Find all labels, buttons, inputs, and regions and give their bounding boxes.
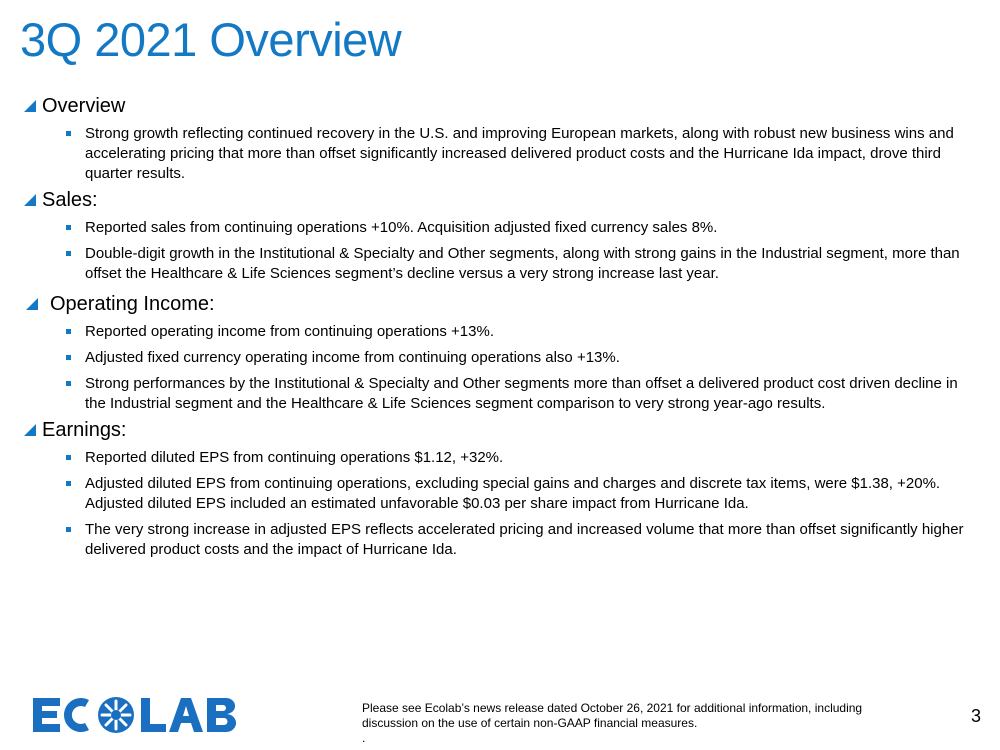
square-bullet-icon <box>66 455 71 460</box>
bullet-text: Reported sales from continuing operations +10%. Acquisition adjusted fixed currency sales 8%. <box>85 219 718 236</box>
bullet-item <box>66 448 974 468</box>
triangle-icon <box>24 100 36 112</box>
bullet-item <box>66 124 974 184</box>
triangle-icon <box>24 424 36 436</box>
bullet-item <box>66 322 974 342</box>
slide-body <box>24 94 974 560</box>
footnote <box>362 701 902 746</box>
square-bullet-icon <box>66 131 71 136</box>
footnote-text: Please see Ecolab’s news release dated October 26, 2021 for additional information, including discussion on the use of certain non-GAAP financial measures. <box>362 701 863 730</box>
bullet-item <box>66 218 974 238</box>
square-bullet-icon <box>66 355 71 360</box>
bullet-text: The very strong increase in adjusted EPS reflects accelerated pricing and increased volume that more than offset significantly higher delivered product costs and the impact of Hurricane Ida. <box>85 521 964 558</box>
bullet-text: Double-digit growth in the Institutional & Specialty and Other segments, along with strong gains in the Industrial segment, more than offset the Healthcare & Life Sciences segment’s decline versus a very strong increase last year. <box>85 245 960 282</box>
square-bullet-icon <box>66 225 71 230</box>
bullet-item <box>66 474 974 514</box>
bullet-text: Adjusted fixed currency operating income from continuing operations also +13%. <box>85 349 620 366</box>
bullet-text: Strong growth reflecting continued recovery in the U.S. and improving European markets, along with robust new business wins and accelerating pricing that more than offset significantly increased delivered product costs and the Hurricane Ida impact, drove third quarter results. <box>85 125 954 182</box>
bullet-item <box>66 374 974 414</box>
section-operating-income <box>24 292 974 414</box>
square-bullet-icon <box>66 251 71 256</box>
bullet-item <box>66 348 974 368</box>
bullet-text: Strong performances by the Institutional & Specialty and Other segments more than offset a delivered product cost driven decline in the Industrial segment and the Healthcare & Life Sciences segment comparison to very strong year-ago results. <box>85 375 958 412</box>
ecolab-logo <box>33 690 238 743</box>
section-heading-row <box>24 188 974 212</box>
footnote-mark: . <box>362 731 366 745</box>
section-overview <box>24 94 974 184</box>
bullet-text: Reported operating income from continuing operations +13%. <box>85 323 494 340</box>
square-bullet-icon <box>66 481 71 486</box>
section-heading: Sales: <box>42 189 98 211</box>
section-heading: Earnings: <box>42 419 127 441</box>
square-bullet-icon <box>66 527 71 532</box>
page-number: 3 <box>971 706 982 726</box>
bullet-text: Adjusted diluted EPS from continuing operations, excluding special gains and charges and discrete tax items, were $1.38, +20%. Adjusted diluted EPS included an estimated unfavorable $0.03 per share impact from Hurricane Ida. <box>85 475 941 512</box>
section-heading-row <box>24 94 974 118</box>
section-heading-row <box>24 418 974 442</box>
section-heading: Overview <box>42 95 126 117</box>
section-heading: Operating Income: <box>50 293 215 315</box>
section-earnings <box>24 418 974 560</box>
section-heading-row <box>24 292 974 316</box>
slide-title: 3Q 2021 Overview <box>20 13 402 66</box>
square-bullet-icon <box>66 329 71 334</box>
section-sales <box>24 188 974 284</box>
bullet-item <box>66 244 974 284</box>
triangle-icon <box>24 194 36 206</box>
bullet-item <box>66 520 974 560</box>
bullet-text: Reported diluted EPS from continuing operations $1.12, +32%. <box>85 449 504 466</box>
triangle-icon <box>26 298 38 310</box>
square-bullet-icon <box>66 381 71 386</box>
